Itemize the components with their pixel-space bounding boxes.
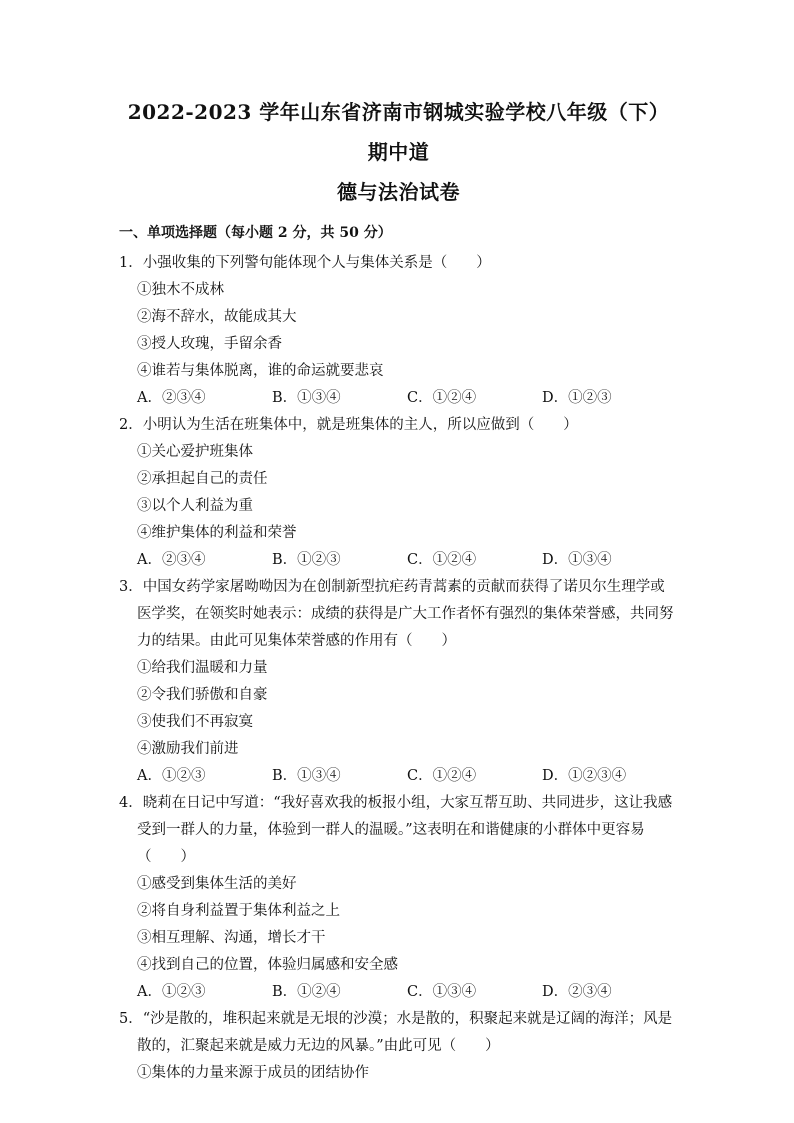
question-5-stem: 5．“沙是散的，堆积起来就是无垠的沙漠；水是散的，积聚起来就是辽阔的海洋；风是散的，汇聚起来就是威力无边的风暴。”由此可见（ ） xyxy=(119,1011,673,1054)
question-2-choices xyxy=(119,547,678,574)
question-1 xyxy=(119,250,678,412)
question-3-statement-1: ①给我们温暖和力量 xyxy=(137,660,268,676)
question-1-statement-3: ③授人玫瑰，手留余香 xyxy=(137,336,282,352)
question-1-choice-c[interactable]: C．①②④ xyxy=(407,390,477,406)
question-4-statement-1: ①感受到集体生活的美好 xyxy=(137,876,297,892)
question-1-statement-4: ④谁若与集体脱离，谁的命运就要悲哀 xyxy=(137,363,384,379)
question-2-choice-c[interactable]: C．①②④ xyxy=(407,552,477,568)
question-1-choice-b[interactable]: B．①③④ xyxy=(272,390,341,406)
question-1-choice-d[interactable]: D．①②③ xyxy=(542,390,612,406)
question-3-choice-c[interactable]: C．①②④ xyxy=(407,768,477,784)
question-2-choice-a[interactable]: A．②③④ xyxy=(137,552,206,568)
question-5-statement-1: ①集体的力量来源于成员的团结协作 xyxy=(137,1065,369,1081)
exam-title-line-2: 德与法治试卷 xyxy=(337,180,460,204)
question-1-statement-1: ①独木不成林 xyxy=(137,282,224,298)
question-1-choices xyxy=(119,385,678,412)
question-4-choice-a[interactable]: A．①②③ xyxy=(137,984,206,1000)
question-4-choice-c[interactable]: C．①③④ xyxy=(407,984,477,1000)
question-4 xyxy=(119,790,678,1006)
question-2-statement-3: ③以个人利益为重 xyxy=(137,498,253,514)
question-3-stem: 3．中国女药学家屠呦呦因为在创制新型抗疟药青蒿素的贡献而获得了诺贝尔生理学或医学奖，在领奖时她表示：成绩的获得是广大工作者怀有强烈的集体荣誉感，共同努力的结果。由此可见集体荣誉感的作用有（ ） xyxy=(119,579,674,649)
question-2-choice-b[interactable]: B．①②③ xyxy=(272,552,341,568)
question-4-choice-b[interactable]: B．①②④ xyxy=(272,984,341,1000)
question-1-stem: 1．小强收集的下列警句能体现个人与集体关系是（ ） xyxy=(119,255,491,271)
question-3-choice-d[interactable]: D．①②③④ xyxy=(542,768,627,784)
question-4-stem: 4．晓莉在日记中写道：“我好喜欢我的板报小组，大家互帮互助、共同进步，这让我感受到一群人的力量，体验到一群人的温暖。”这表明在和谐健康的小群体中更容易（ ） xyxy=(119,795,673,865)
question-4-statement-3: ③相互理解、沟通，增长才干 xyxy=(137,930,326,946)
exam-title xyxy=(119,92,678,212)
question-1-choice-a[interactable]: A．②③④ xyxy=(137,390,206,406)
question-2-stem: 2．小明认为生活在班集体中，就是班集体的主人，所以应做到（ ） xyxy=(119,417,578,433)
question-3-choice-b[interactable]: B．①③④ xyxy=(272,768,341,784)
question-4-choices xyxy=(119,979,678,1006)
question-2-statement-1: ①关心爱护班集体 xyxy=(137,444,253,460)
question-3 xyxy=(119,574,678,790)
question-3-statement-2: ②令我们骄傲和自豪 xyxy=(137,687,268,703)
question-4-statement-2: ②将自身利益置于集体利益之上 xyxy=(137,903,340,919)
question-4-statement-4: ④找到自己的位置，体验归属感和安全感 xyxy=(137,957,398,973)
question-2-choice-d[interactable]: D．①③④ xyxy=(542,552,612,568)
exam-title-line-1: 2022-2023 学年山东省济南市钢城实验学校八年级（下）期中道 xyxy=(127,100,670,164)
question-3-statement-3: ③使我们不再寂寞 xyxy=(137,714,253,730)
question-1-statement-2: ②海不辞水，故能成其大 xyxy=(137,309,297,325)
section-heading-single-choice: 一、单项选择题（每小题 2 分，共 50 分） xyxy=(119,225,392,241)
question-5 xyxy=(119,1006,678,1087)
question-3-choice-a[interactable]: A．①②③ xyxy=(137,768,206,784)
question-4-choice-d[interactable]: D．②③④ xyxy=(542,984,612,1000)
question-2 xyxy=(119,412,678,574)
question-3-statement-4: ④激励我们前进 xyxy=(137,741,239,757)
question-3-choices xyxy=(119,763,678,790)
question-2-statement-4: ④维护集体的利益和荣誉 xyxy=(137,525,297,541)
question-2-statement-2: ②承担起自己的责任 xyxy=(137,471,268,487)
